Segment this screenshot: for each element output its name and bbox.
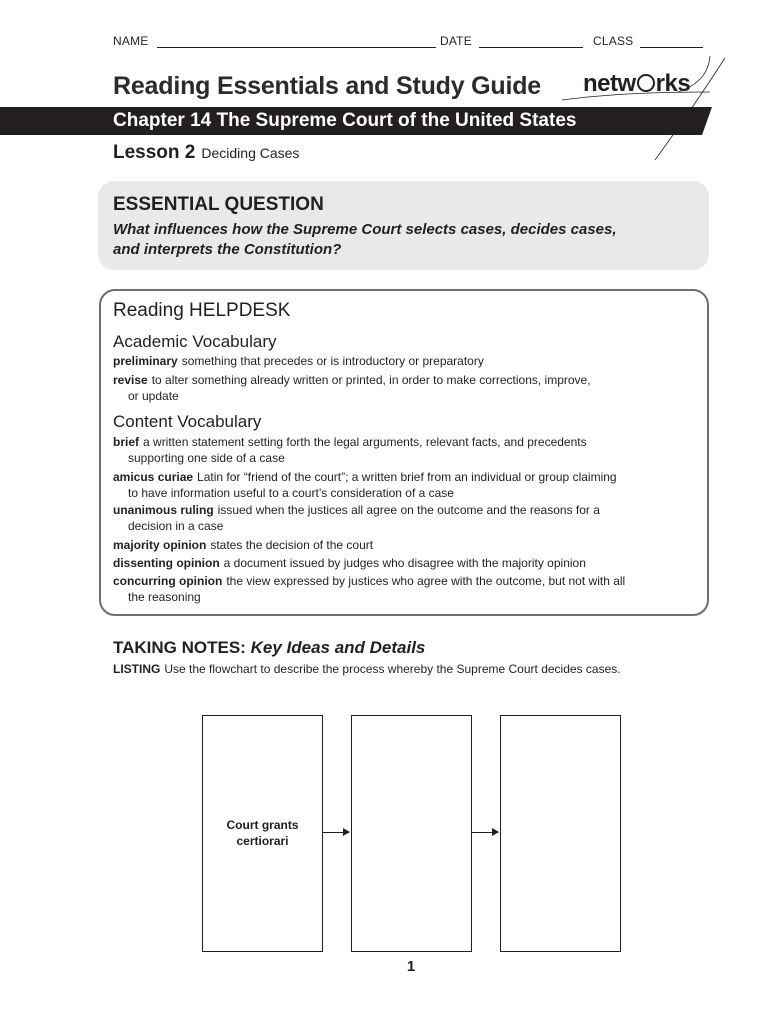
- helpdesk-heading: Reading HELPDESK: [113, 300, 291, 321]
- flowchart-arrow-2: [472, 832, 498, 833]
- name-label: NAME: [113, 34, 149, 48]
- essential-question-heading: ESSENTIAL QUESTION: [113, 194, 324, 215]
- networks-logo: netw rks: [583, 70, 691, 97]
- chapter-title: Chapter 14 The Supreme Court of the United States: [113, 110, 577, 131]
- vocab-entry-concurring-opinion: concurring opinion the view expressed by justices who agree with the outcome, but not with all the reasoning: [113, 574, 626, 604]
- essential-question-text: What influences how the Supreme Court selects cases, decides cases, and interprets the Constitution?: [113, 221, 617, 258]
- globe-icon: [637, 74, 655, 92]
- class-field[interactable]: [640, 47, 703, 48]
- academic-vocab-heading: Academic Vocabulary: [113, 332, 277, 351]
- taking-notes-heading: TAKING NOTES: Key Ideas and Details: [113, 638, 426, 657]
- lesson-heading: [113, 142, 299, 164]
- content-vocab-heading: Content Vocabulary: [113, 412, 262, 431]
- flowchart-box-2[interactable]: [351, 715, 472, 952]
- date-label: DATE: [440, 34, 472, 48]
- lesson-number: Lesson 2: [113, 142, 196, 163]
- page-number: 1: [406, 958, 416, 975]
- vocab-entry-dissenting-opinion: dissenting opinion a document issued by judges who disagree with the majority opinion: [113, 556, 586, 570]
- vocab-entry-majority-opinion: majority opinion states the decision of the court: [113, 538, 374, 552]
- flowchart-arrow-1: [323, 832, 349, 833]
- class-label: CLASS: [593, 34, 634, 48]
- lesson-title: Deciding Cases: [201, 145, 300, 161]
- vocab-entry-unanimous-ruling: unanimous ruling issued when the justices all agree on the outcome and the reasons for a decision in a case: [113, 503, 600, 533]
- flowchart-box-1-text: Court grants certiorari: [226, 818, 299, 848]
- name-field[interactable]: [157, 47, 436, 48]
- date-field[interactable]: [479, 47, 583, 48]
- vocab-entry-revise: revise to alter something already written or printed, in order to make corrections, improve, or update: [113, 373, 591, 403]
- vocab-entry-brief: brief a written statement setting forth the legal arguments, relevant facts, and precedents supporting one side of a case: [113, 435, 587, 465]
- vocab-entry-amicus-curiae: amicus curiae Latin for “friend of the court”; a written brief from an individual or group claiming to have information useful to a court’s consideration of a case: [113, 470, 617, 500]
- page-title: Reading Essentials and Study Guide: [113, 72, 542, 100]
- flowchart-box-1[interactable]: [202, 715, 323, 952]
- flowchart-box-3[interactable]: [500, 715, 621, 952]
- vocab-entry-preliminary: preliminary something that precedes or is introductory or preparatory: [113, 354, 484, 368]
- listing-instruction: LISTING Use the flowchart to describe the process whereby the Supreme Court decides cases.: [113, 662, 621, 676]
